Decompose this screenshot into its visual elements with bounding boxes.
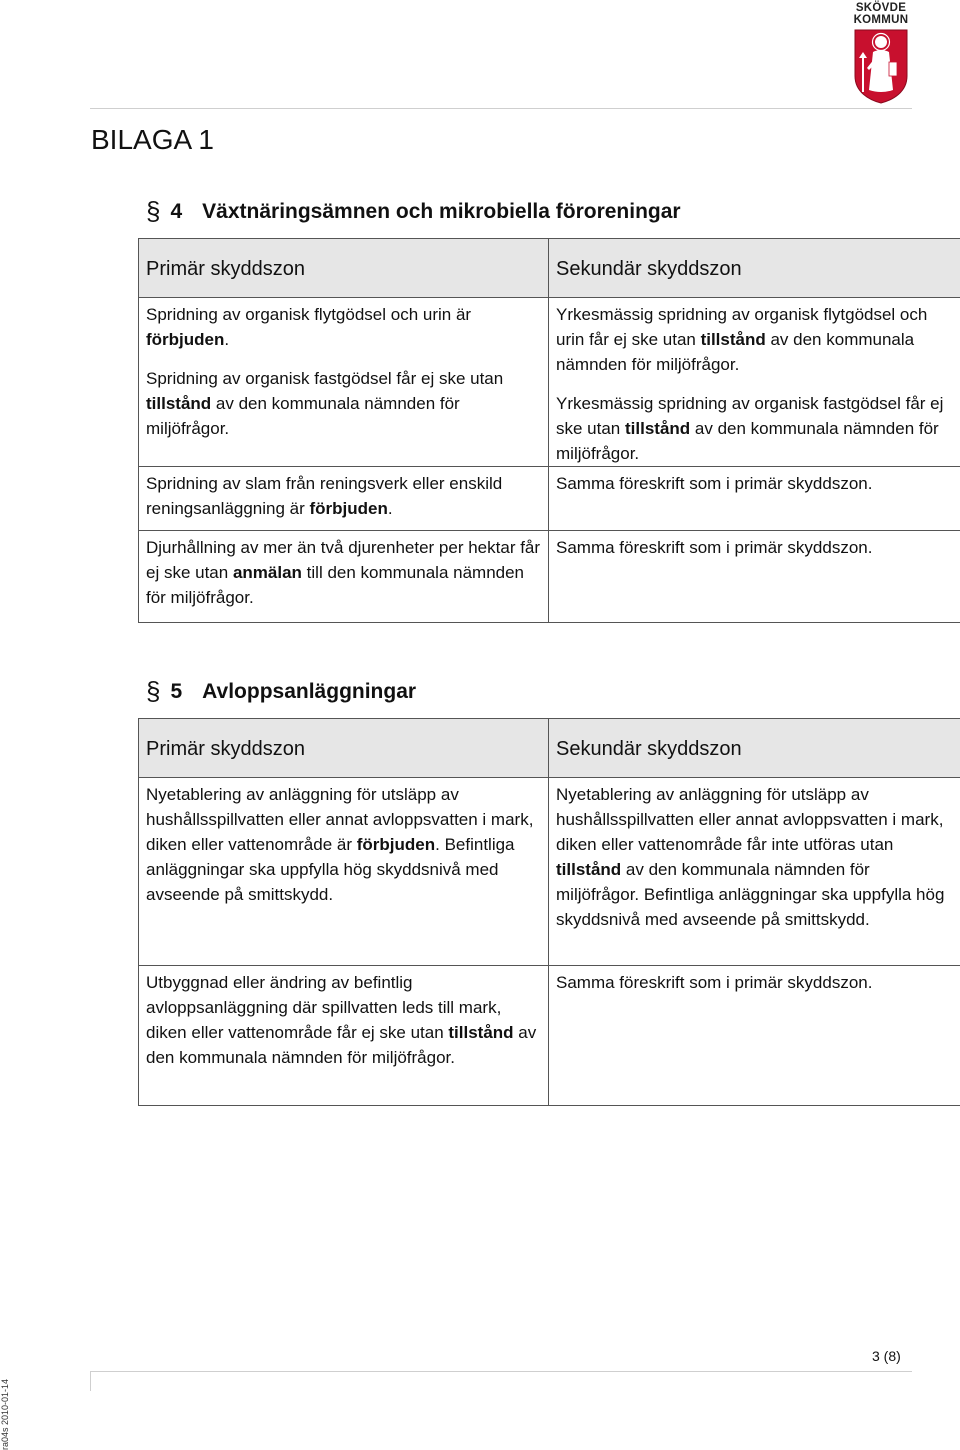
- template-code: ra04s 2010-01-14: [0, 1372, 14, 1450]
- section-symbol: §: [146, 196, 160, 227]
- regulation-paragraph: [146, 302, 542, 352]
- secondary-zone-cell: [549, 298, 960, 467]
- primary-zone-cell: [139, 778, 549, 966]
- paragraph-text: av den kommunala nämnden för miljöfrågor.: [556, 330, 914, 374]
- regulation-paragraph: [556, 970, 954, 995]
- paragraph-text: Utbyggnad eller ändring av befintlig avloppsanläggning där spillvatten leds till mark, diken eller vattenområde får ej ske utan: [146, 973, 501, 1042]
- paragraph-text: av den kommunala nämnden för miljöfrågor. Befintliga anläggningar ska uppfylla hög skyddsnivå med avseende på smittskydd.: [556, 860, 944, 929]
- paragraph-text: Spridning av slam från reningsverk eller enskild reningsanläggning är: [146, 474, 502, 518]
- table-row: [139, 467, 960, 531]
- page-number: 3 (8): [872, 1348, 901, 1364]
- column-header-secondary-zone: Sekundär skyddszon: [549, 239, 960, 298]
- primary-zone-cell: [139, 531, 549, 623]
- table-row: [139, 531, 960, 623]
- section-title: Avloppsanläggningar: [202, 680, 416, 704]
- table-row: [139, 298, 960, 467]
- section-number: 4: [170, 200, 182, 224]
- header-rule: [90, 108, 912, 109]
- logo-text-line2: KOMMUN: [850, 14, 912, 26]
- document-title: BILAGA 1: [91, 124, 214, 156]
- paragraph-text: av den kommunala nämnden för miljöfrågor.: [146, 394, 460, 438]
- footer-rule-tick: [90, 1371, 91, 1391]
- section-4-heading: [146, 196, 681, 227]
- logo-text-line1: SKÖVDE: [850, 2, 912, 14]
- regulation-paragraph: [556, 391, 954, 466]
- paragraph-text: Samma föreskrift som i primär skyddszon.: [556, 538, 872, 557]
- emphasized-term: förbjuden: [357, 835, 435, 854]
- paragraph-text: Nyetablering av anläggning för utsläpp av hushållsspillvatten eller annat avloppsvatten i mark, diken eller vattenområde får inte utföras utan: [556, 785, 943, 854]
- primary-zone-cell: [139, 966, 549, 1106]
- paragraph-text: . Befintliga anläggningar ska uppfylla hög skyddsnivå med avseende på smittskydd.: [146, 835, 515, 904]
- paragraph-text: Yrkesmässig spridning av organisk fastgödsel får ej ske utan: [556, 394, 943, 438]
- table-header-row: [139, 719, 960, 778]
- regulation-paragraph: [556, 535, 954, 560]
- paragraph-text: Nyetablering av anläggning för utsläpp av hushållsspillvatten eller annat avloppsvatten i mark, diken eller vattenområde är: [146, 785, 533, 854]
- paragraph-text: Djurhållning av mer än två djurenheter per hektar får ej ske utan: [146, 538, 540, 582]
- coat-of-arms-shield-icon: [853, 28, 909, 104]
- paragraph-text: .: [224, 330, 229, 349]
- secondary-zone-cell: [549, 778, 960, 966]
- section-symbol: §: [146, 676, 160, 707]
- column-header-secondary-zone: Sekundär skyddszon: [549, 719, 960, 778]
- table-header-row: [139, 239, 960, 298]
- section-number: 5: [170, 680, 182, 704]
- paragraph-text: Samma föreskrift som i primär skyddszon.: [556, 474, 872, 493]
- section-5-heading: [146, 676, 416, 707]
- regulation-paragraph: [146, 366, 542, 441]
- emphasized-term: tillstånd: [448, 1023, 513, 1042]
- primary-zone-cell: [139, 298, 549, 467]
- section-4-regulation-table: [138, 238, 960, 623]
- section-title: Växtnäringsämnen och mikrobiella föroreningar: [202, 200, 680, 224]
- footer-rule: [90, 1371, 912, 1372]
- paragraph-text: av den kommunala nämnden för miljöfrågor.: [146, 1023, 536, 1067]
- emphasized-term: tillstånd: [556, 860, 621, 879]
- column-header-primary-zone: Primär skyddszon: [139, 719, 549, 778]
- emphasized-term: tillstånd: [625, 419, 690, 438]
- section-5-regulation-table: [138, 718, 960, 1106]
- paragraph-text: Samma föreskrift som i primär skyddszon.: [556, 973, 872, 992]
- primary-zone-cell: [139, 467, 549, 531]
- regulation-paragraph: [146, 970, 542, 1070]
- secondary-zone-cell: [549, 531, 960, 623]
- regulation-paragraph: [556, 782, 954, 932]
- emphasized-term: förbjuden: [146, 330, 224, 349]
- paragraph-text: Yrkesmässig spridning av organisk flytgödsel och urin får ej ske utan: [556, 305, 927, 349]
- emphasized-term: tillstånd: [701, 330, 766, 349]
- paragraph-text: Spridning av organisk fastgödsel får ej ske utan: [146, 369, 503, 388]
- emphasized-term: förbjuden: [310, 499, 388, 518]
- regulation-paragraph: [146, 535, 542, 610]
- regulation-paragraph: [146, 471, 542, 521]
- paragraph-text: till den kommunala nämnden för miljöfrågor.: [146, 563, 524, 607]
- secondary-zone-cell: [549, 966, 960, 1106]
- regulation-paragraph: [556, 471, 954, 496]
- paragraph-text: .: [388, 499, 393, 518]
- table-row: [139, 778, 960, 966]
- column-header-primary-zone: Primär skyddszon: [139, 239, 549, 298]
- emphasized-term: tillstånd: [146, 394, 211, 413]
- table-row: [139, 966, 960, 1106]
- regulation-paragraph: [146, 782, 542, 907]
- skovde-kommun-logo: [850, 2, 912, 106]
- paragraph-text: Spridning av organisk flytgödsel och urin är: [146, 305, 471, 324]
- secondary-zone-cell: [549, 467, 960, 531]
- emphasized-term: anmälan: [233, 563, 302, 582]
- regulation-paragraph: [556, 302, 954, 377]
- paragraph-text: av den kommunala nämnden för miljöfrågor.: [556, 419, 939, 463]
